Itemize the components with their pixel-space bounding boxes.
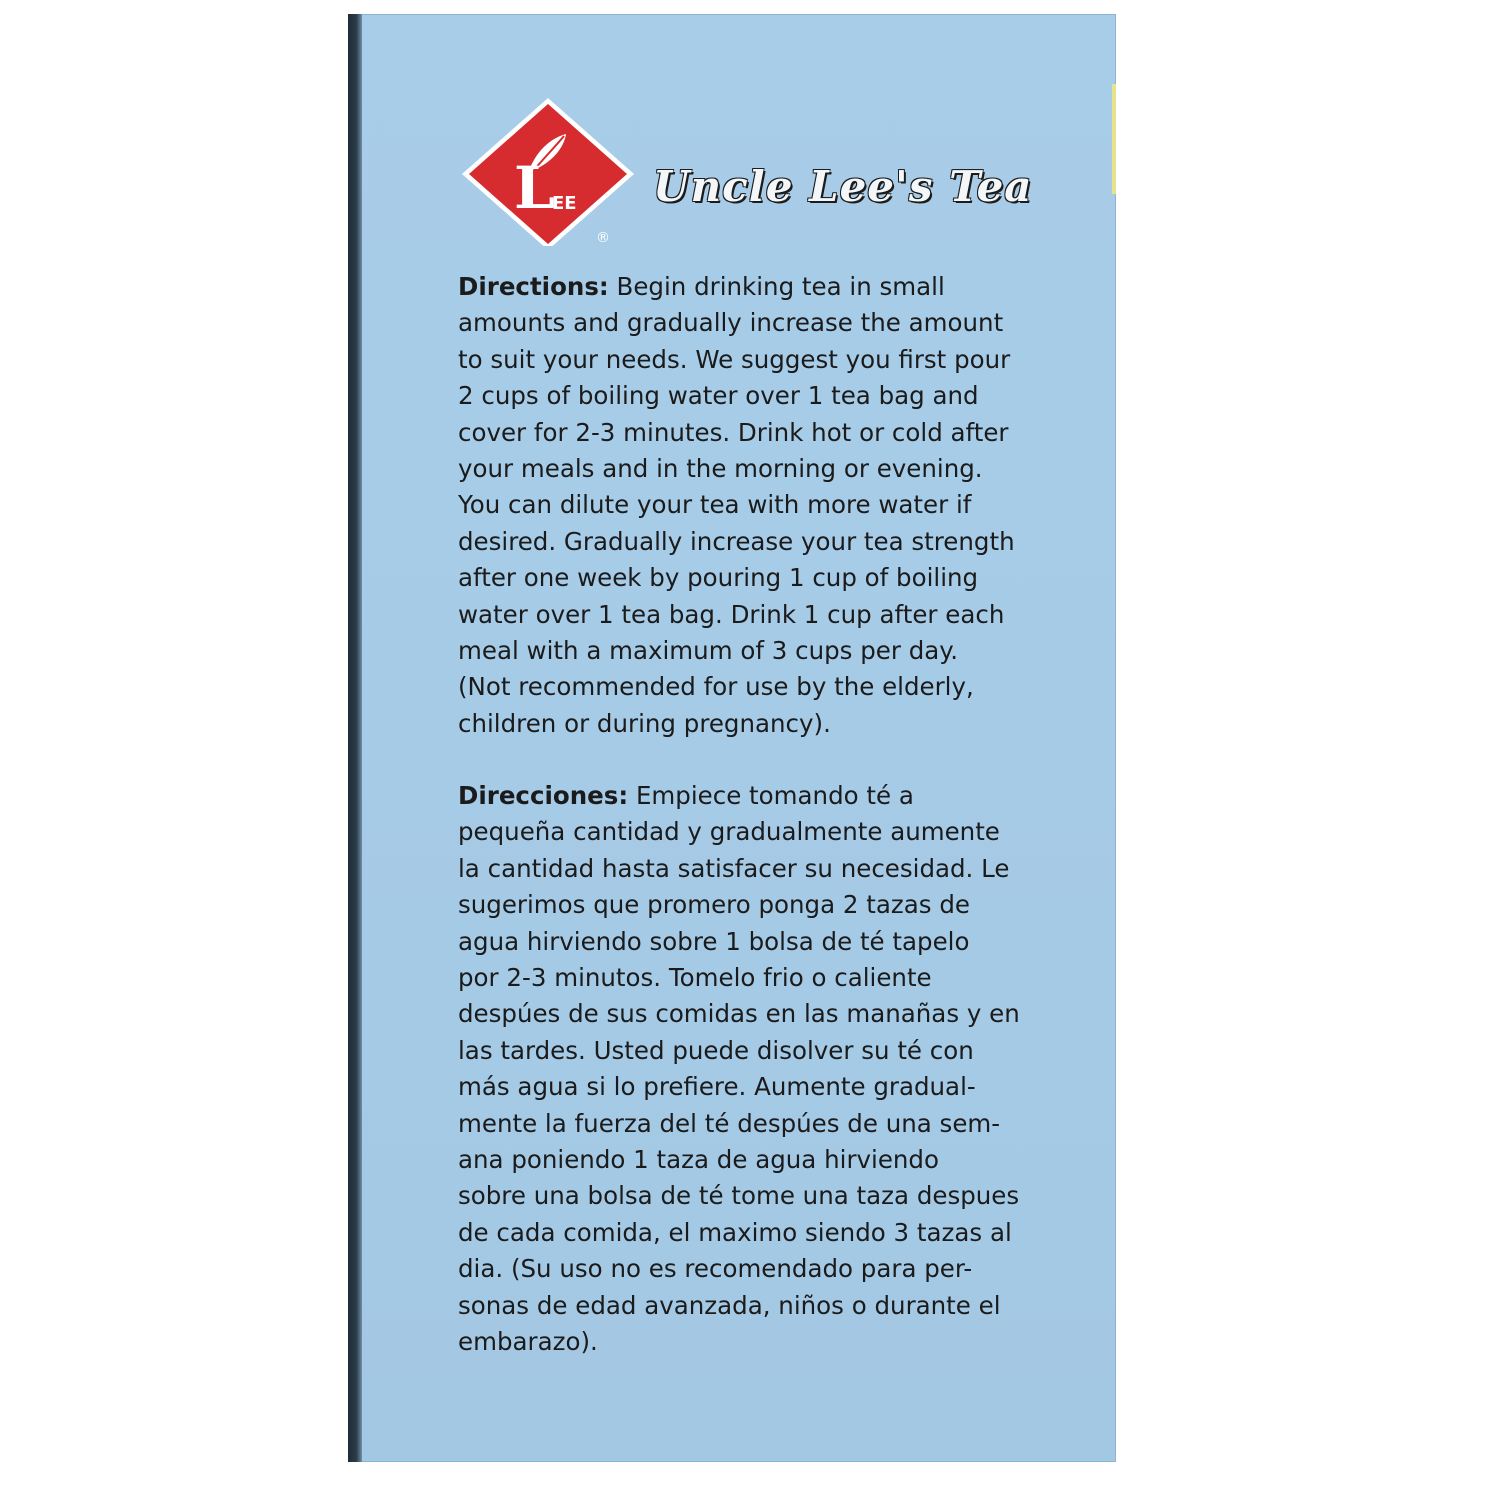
box-right-edge-strip xyxy=(1112,84,1116,194)
directions-text: meal with a maximum of 3 cups per day. xyxy=(458,636,959,666)
registered-mark: ® xyxy=(596,230,610,246)
direcciones-text: las tardes. Usted puede disolver su té con xyxy=(458,1035,974,1065)
directions-text: Begin drinking tea in small xyxy=(616,272,945,301)
directions-text: (Not recommended for use by the elderly, xyxy=(458,672,974,702)
direcciones-text: mente la fuerza del té despúes de una sem- xyxy=(458,1108,1001,1138)
directions-text: desired. Gradually increase your tea strength xyxy=(458,526,1015,556)
direcciones-text: más agua si lo prefiere. Aumente gradual- xyxy=(458,1072,976,1102)
direcciones-text: agua hirviendo sobre 1 bolsa de té tapelo xyxy=(458,926,970,956)
direcciones-text: pequeña cantidad y gradualmente aumente xyxy=(458,817,1000,847)
directions-spanish xyxy=(458,778,1070,1361)
directions-text: 2 cups of boiling water over 1 tea bag and xyxy=(458,381,979,411)
logo-letter-l: L xyxy=(514,154,555,222)
direcciones-text: Empiece tomando té a xyxy=(635,781,914,810)
logo-letters-ee: EE xyxy=(552,193,577,214)
directions-text: after one week by pouring 1 cup of boiling xyxy=(458,563,979,593)
directions-line-1 xyxy=(458,269,1070,305)
directions-text: You can dilute your tea with more water if xyxy=(458,490,972,520)
brand-name: Uncle Lee's Tea xyxy=(653,162,1033,211)
direcciones-text: por 2-3 minutos. Tomelo frio o caliente xyxy=(458,963,932,993)
direcciones-text: sugerimos que promero ponga 2 tazas de xyxy=(458,890,970,920)
tea-box-side-panel xyxy=(348,14,1116,1462)
directions-text: water over 1 tea bag. Drink 1 cup after each xyxy=(458,599,1005,629)
directions-text: cover for 2-3 minutes. Drink hot or cold after xyxy=(458,417,1009,447)
directions-text: amounts and gradually increase the amount xyxy=(458,308,1004,338)
direcciones-text: sobre una bolsa de té tome una taza despues xyxy=(458,1181,1020,1211)
direcciones-text: dia. (Su uso no es recomendado para per- xyxy=(458,1254,973,1284)
direcciones-text: despúes de sus comidas en las manañas y en xyxy=(458,999,1020,1029)
lee-diamond-logo xyxy=(460,96,640,246)
direcciones-line-1 xyxy=(458,778,1070,814)
direcciones-text: la cantidad hasta satisfacer su necesidad. Le xyxy=(458,853,1010,883)
direcciones-text: embarazo). xyxy=(458,1327,598,1357)
directions-text: your meals and in the morning or evening. xyxy=(458,454,983,484)
directions-heading: Directions: xyxy=(458,272,609,301)
direcciones-text: ana poniendo 1 taza de agua hirviendo xyxy=(458,1145,939,1175)
direcciones-text: sonas de edad avanzada, niños o durante el xyxy=(458,1290,1001,1320)
direcciones-heading: Direcciones: xyxy=(458,781,629,810)
box-left-edge xyxy=(348,14,362,1462)
directions-text: to suit your needs. We suggest you first pour xyxy=(458,344,1011,374)
directions-text: children or during pregnancy). xyxy=(458,708,831,738)
directions-english xyxy=(458,269,1070,742)
direcciones-text: de cada comida, el maximo siendo 3 tazas al xyxy=(458,1217,1012,1247)
